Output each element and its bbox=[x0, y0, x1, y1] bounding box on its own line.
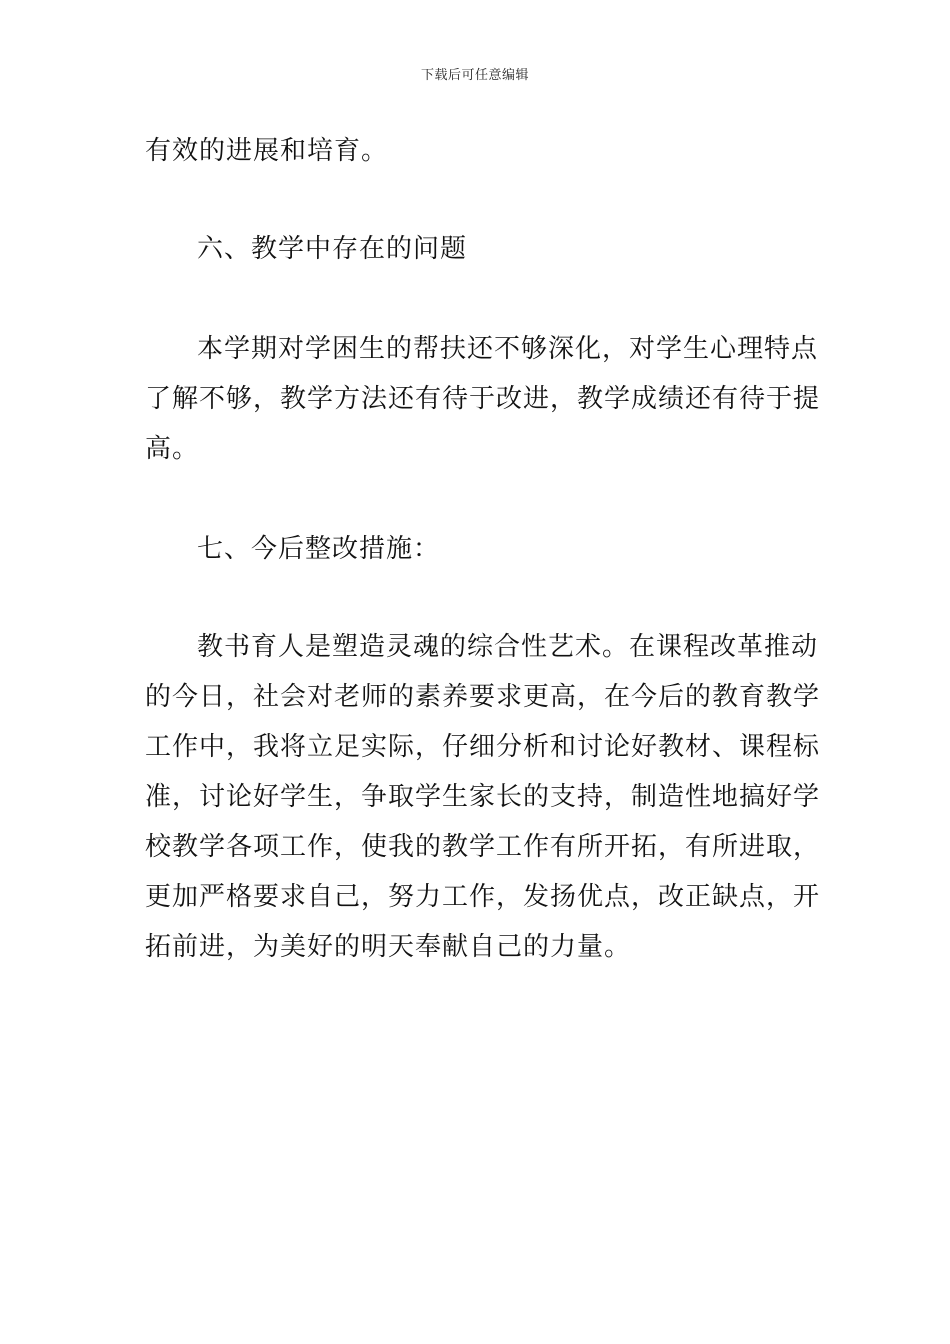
section-heading-problems: 六、教学中存在的问题 bbox=[197, 234, 468, 264]
page-header: 下载后可任意编辑 bbox=[420, 68, 529, 83]
paragraph-line: 的今日，社会对老师的素养要求更高，在今后的教育教学 bbox=[145, 682, 821, 712]
paragraph-line: 工作中，我将立足实际，仔细分析和讨论好教材、课程标 bbox=[145, 732, 821, 762]
paragraph-line: 高。 bbox=[145, 434, 200, 464]
paragraph-line: 有效的进展和培育。 bbox=[145, 136, 389, 166]
paragraph-line: 本学期对学困生的帮扶还不够深化，对学生心理特点 bbox=[197, 334, 819, 364]
paragraph-line: 准，讨论好学生，争取学生家长的支持，制造性地搞好学 bbox=[145, 782, 821, 812]
section-heading-measures: 七、今后整改措施： bbox=[197, 534, 441, 564]
paragraph-line: 更加严格要求自己，努力工作，发扬优点，改正缺点，开 bbox=[145, 882, 821, 912]
paragraph-line: 拓前进，为美好的明天奉献自己的力量。 bbox=[145, 932, 632, 962]
paragraph-line: 校教学各项工作，使我的教学工作有所开拓，有所进取， bbox=[145, 832, 821, 862]
paragraph-line: 教书育人是塑造灵魂的综合性艺术。在课程改革推动 bbox=[197, 632, 819, 662]
paragraph-line: 了解不够，教学方法还有待于改进，教学成绩还有待于提 bbox=[145, 384, 821, 414]
